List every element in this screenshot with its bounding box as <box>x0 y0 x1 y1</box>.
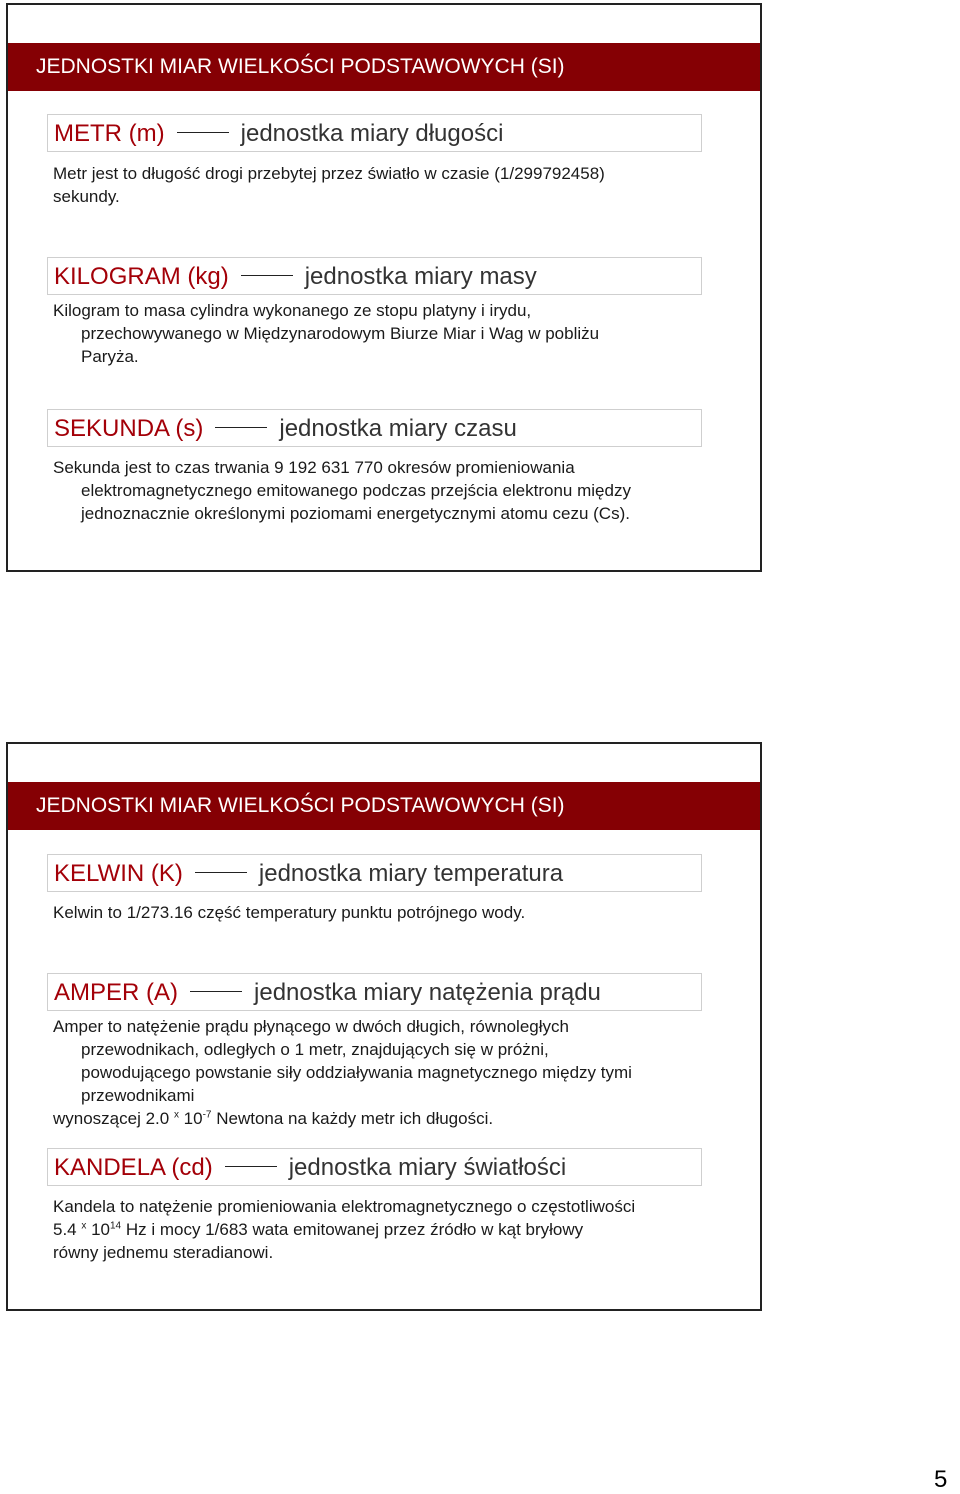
description-line: Amper to natężenie prądu płynącego w dwóch długich, równoległych <box>53 1017 569 1036</box>
kilogram-heading <box>47 257 702 295</box>
slide-1-title-banner: JEDNOSTKI MIAR WIELKOŚCI PODSTAWOWYCH (SI) <box>8 43 760 91</box>
description-line: przewodnikach, odległych o 1 metr, znajdujących się w próżni, <box>81 1040 549 1059</box>
kelwin-symbol: KELWIN (K) <box>54 860 183 887</box>
kilogram-description <box>53 299 718 368</box>
description-line-with-exponent <box>53 1218 718 1241</box>
slide-2 <box>6 742 762 1311</box>
metr-heading <box>47 114 702 152</box>
description-line: elektromagnetycznego emitowanego podczas przejścia elektronu między <box>81 481 631 500</box>
text-segment: Hz i mocy 1/683 wata emitowanej przez źródło w kąt bryłowy <box>121 1220 584 1239</box>
amper-heading <box>47 973 702 1011</box>
description-line: przechowywanego w Międzynarodowym Biurze Miar i Wag w pobliżu <box>81 324 600 343</box>
em-dash-divider <box>241 275 293 276</box>
em-dash-divider <box>177 132 229 133</box>
em-dash-divider <box>215 427 267 428</box>
kelwin-description <box>53 901 718 924</box>
amper-symbol: AMPER (A) <box>54 979 179 1006</box>
description-line: Kilogram to masa cylindra wykonanego ze stopu platyny i irydu, <box>53 301 532 320</box>
sekunda-symbol: SEKUNDA (s) <box>54 415 204 442</box>
exponent: -7 <box>202 1109 212 1121</box>
description-line: Metr jest to długość drogi przebytej przez światło w czasie (1/299792458) <box>53 164 605 183</box>
power-base: 10 <box>86 1220 110 1239</box>
description-line: powodującego powstanie siły oddziaływania magnetycznego między tymi <box>81 1063 632 1082</box>
em-dash-divider <box>190 991 242 992</box>
em-dash-divider <box>195 872 247 873</box>
kandela-name: jednostka miary światłości <box>288 1154 567 1181</box>
multiply-sign: x <box>81 1220 87 1232</box>
em-dash-divider <box>225 1166 277 1167</box>
sekunda-name: jednostka miary czasu <box>279 415 517 442</box>
text-segment: Newtona na każdy metr ich długości. <box>211 1109 494 1128</box>
kandela-heading <box>47 1148 702 1186</box>
multiply-sign: x <box>173 1109 179 1121</box>
metr-description <box>53 162 718 208</box>
kelwin-name: jednostka miary temperatura <box>258 860 564 887</box>
description-line: przewodnikami <box>81 1086 195 1105</box>
text-segment: wynoszącej 2.0 <box>53 1109 174 1128</box>
amper-name: jednostka miary natężenia prądu <box>254 979 601 1006</box>
description-line: Kelwin to 1/273.16 część temperatury punktu potrójnego wody. <box>53 903 526 922</box>
metr-symbol: METR (m) <box>54 120 165 147</box>
sekunda-heading <box>47 409 702 447</box>
description-line-with-exponent <box>53 1107 718 1130</box>
page-number: 5 <box>934 1466 948 1493</box>
description-line: sekundy. <box>53 187 120 206</box>
description-line: Paryża. <box>81 347 139 366</box>
kelwin-heading <box>47 854 702 892</box>
description-line: Kandela to natężenie promieniowania elektromagnetycznego o częstotliwości <box>53 1197 636 1216</box>
description-line: jednoznacznie określonymi poziomami energetycznymi atomu cezu (Cs). <box>81 504 630 523</box>
kilogram-name: jednostka miary masy <box>304 263 537 290</box>
kandela-symbol: KANDELA (cd) <box>54 1154 213 1181</box>
description-line: równy jednemu steradianowi. <box>53 1243 274 1262</box>
metr-name: jednostka miary długości <box>240 120 504 147</box>
slide-1 <box>6 3 762 572</box>
kilogram-symbol: KILOGRAM (kg) <box>54 263 229 290</box>
sekunda-description <box>53 456 718 525</box>
kandela-description <box>53 1195 718 1264</box>
amper-description <box>53 1015 718 1130</box>
slide-2-title-banner: JEDNOSTKI MIAR WIELKOŚCI PODSTAWOWYCH (SI) <box>8 782 760 830</box>
description-line: Sekunda jest to czas trwania 9 192 631 770 okresów promieniowania <box>53 458 575 477</box>
text-segment: 5.4 <box>53 1220 82 1239</box>
exponent: 14 <box>110 1220 122 1232</box>
power-base: 10 <box>178 1109 203 1128</box>
